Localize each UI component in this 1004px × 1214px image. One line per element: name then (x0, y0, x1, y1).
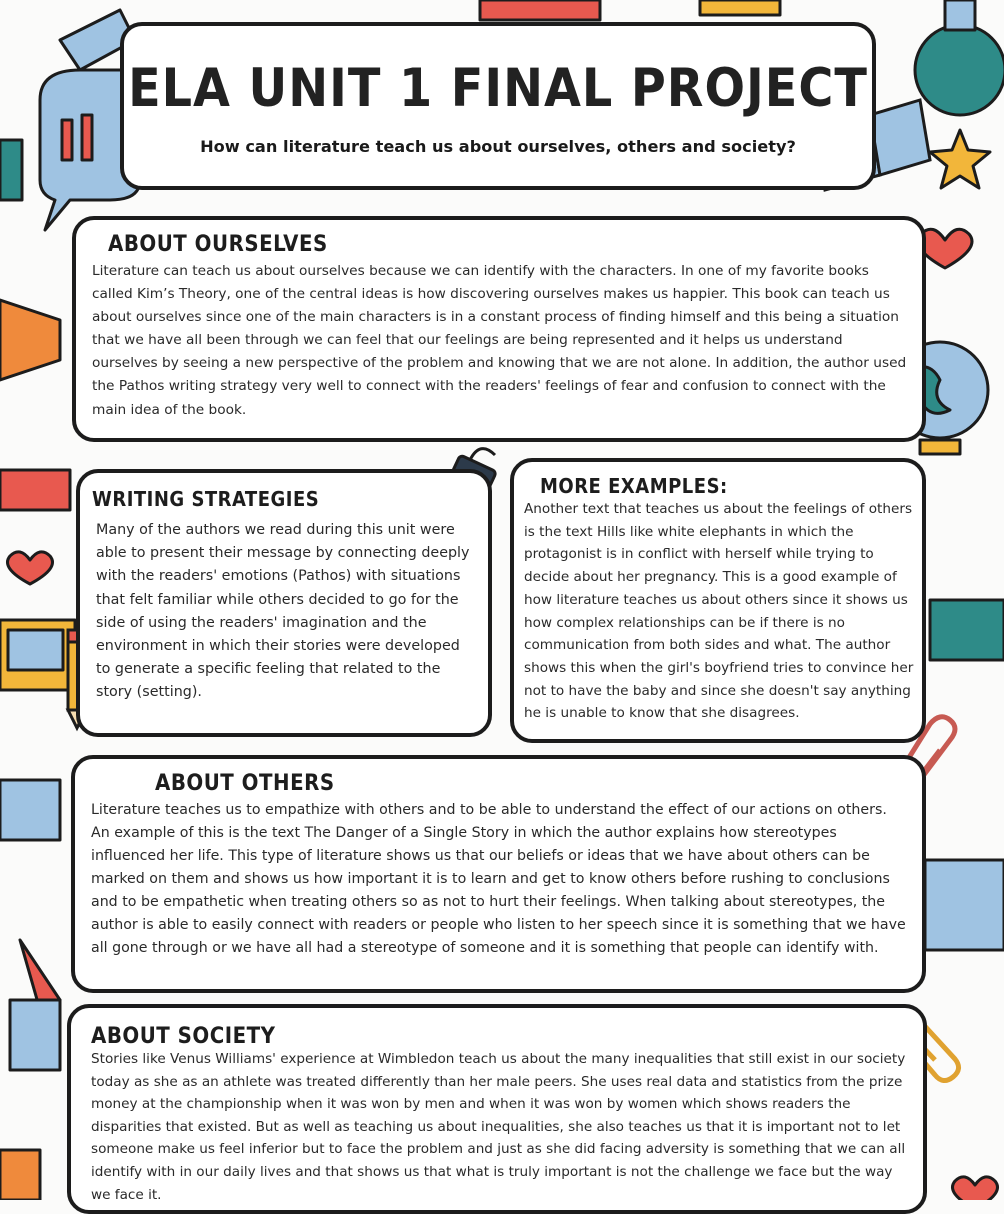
section-heading: ABOUT OURSELVES (108, 232, 328, 257)
star-icon (930, 130, 990, 188)
section-heading: WRITING STRATEGIES (92, 487, 320, 511)
section-body: Many of the authors we read during this unit were able to present their message by connecting deeply with the readers' emotions (Pathos) with situations that felt familiar while others decided to go for the side of using the readers' imagination and the environment in which their stories were developed to generate a specific feeling that related to the story (setting). (96, 522, 470, 701)
section-body: Stories like Venus Williams' experience at Wimbledon teach us about the many inequalities that still exist in our society today as she as an athlete was treated differently than her male peers. She uses real data and statistics from the prize money at the championship when it was won by men and when it was won by women which shows readers the disparities that existed. But as well as teaching us about inequalities, she also teaches us that it is important not to let someone make us feel inferior but to face the problem and just as she did facing adversity is something that we can all identify with in our daily lives and that shows us that what is truly important is not the challenge we face but the way we face it. (91, 1051, 906, 1203)
section-body: Another text that teaches us about the feelings of others is the text Hills like white elephants in which the protagonist is in conflict with herself while trying to decide about her pregnancy. This is a good example of how literature teaches us about others since it shows us how complex relationships can be if there is no communication from both sides and what. The author shows this when the girl's boyfriend tries to convince her not to have the baby and since she doesn't say anything he is unable to know that she disagrees. (524, 501, 914, 722)
section-more-examples (510, 458, 926, 743)
section-heading: MORE EXAMPLES: (540, 474, 728, 498)
section-about-others (71, 755, 926, 993)
section-heading: ABOUT SOCIETY (91, 1024, 276, 1049)
section-about-ourselves (72, 216, 926, 442)
page-subtitle: How can literature teach us about ourselves, others and society? (200, 137, 796, 156)
section-about-society (67, 1004, 927, 1214)
section-body: Literature can teach us about ourselves because we can identify with the characters. In one of my favorite books called Kim’s Theory, one of the central ideas is how discovering ourselves makes us happier. This book can teach us about ourselves since one of the main characters is in a constant process of finding himself and this being a situation that we have all been through we can feel that our feelings are being represented and it helps us understand ourselves by seeing a new perspective of the problem and knowing that we are not alone. In addition, the author used the Pathos writing strategy very well to connect with the readers' feelings of fear and confusion to connect with the main idea of the book. (92, 263, 907, 418)
section-heading: ABOUT OTHERS (155, 771, 335, 796)
title-card (120, 22, 876, 190)
section-body: Literature teaches us to empathize with others and to be able to understand the effect of our actions on others. An example of this is the text The Danger of a Single Story in which the author explains how stereotypes influenced her life. This type of literature shows us that our beliefs or ideas that we have about others can be marked on them and shows us how important it is to learn and get to know others before rushing to conclusions and to be empathetic when treating others so as not to hurt their feelings. When talking about stereotypes, the author is able to easily connect with readers or people who listen to her speech since it is something that we have all gone through or we have all had a stereotype of someone and it is something that people can identify with. (91, 802, 906, 956)
section-writing-strategies (76, 469, 492, 737)
page-title: ELA UNIT 1 FINAL PROJECT (128, 58, 868, 119)
